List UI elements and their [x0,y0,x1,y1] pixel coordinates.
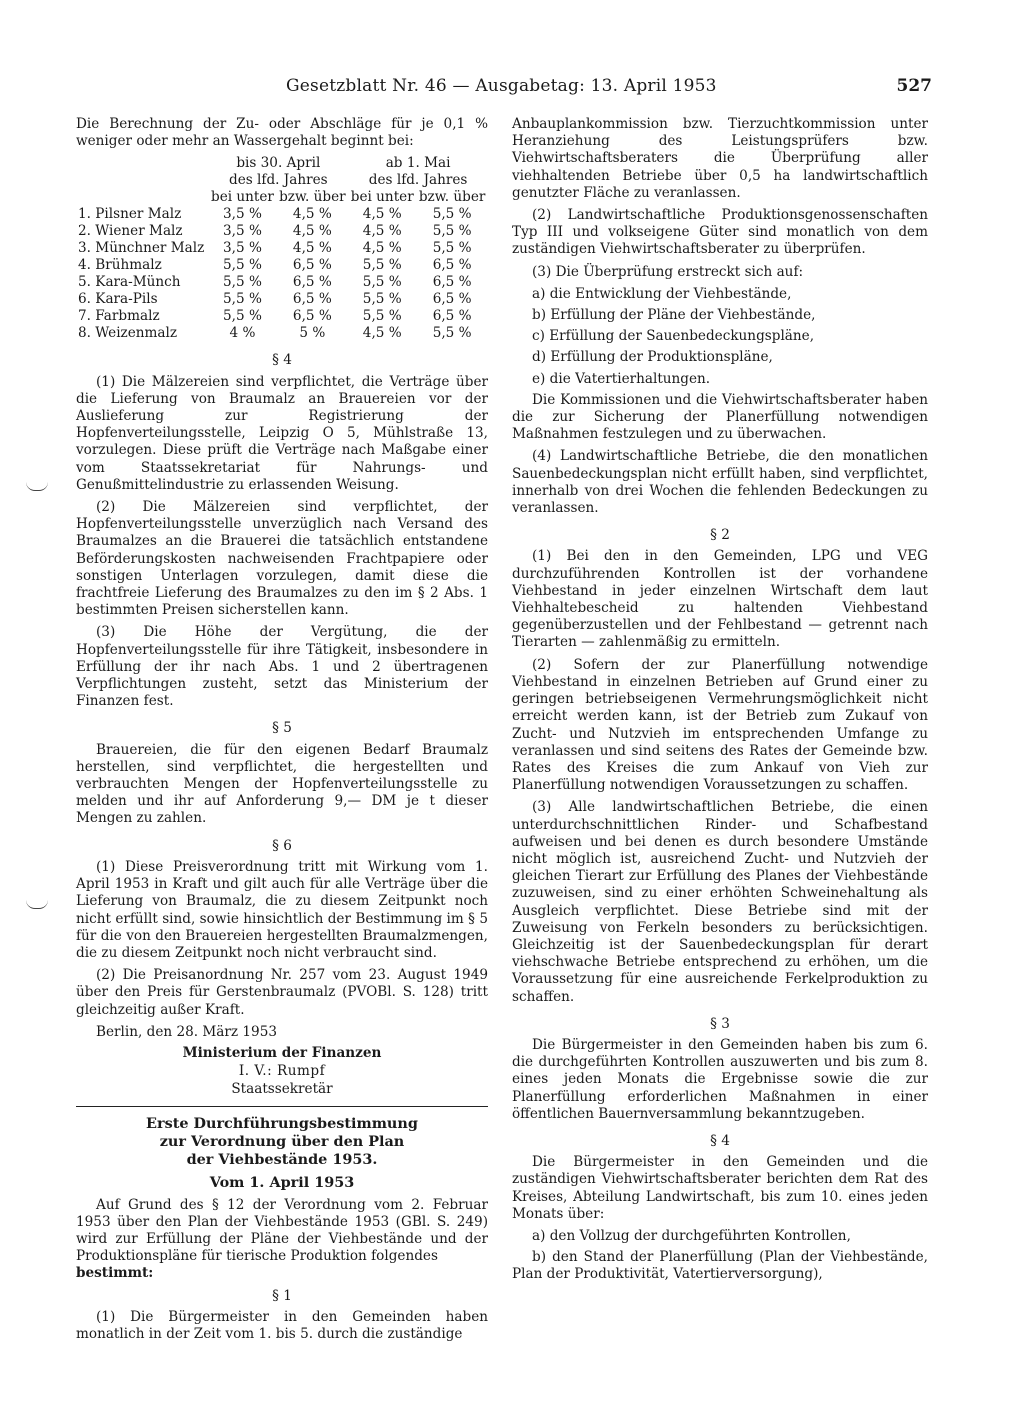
list-item: b) Erfüllung der Pläne der Viehbestände, [532,307,816,324]
list-item: b) den Stand der Planerfüllung (Plan der Viehbestände, Plan der Produktivität, Vatertierversorgung), [512,1249,928,1283]
paragraph: Brauereien, die für den eigenen Bedarf Braumalz herstellen, sind verpflichtet, die hergestellten und verbrauchten Mengen der Hopfenverteilungsstelle zu melden und ihr auf Anforderung 9,— DM je t dieser Mengen zu zahlen. [76,741,488,827]
paragraph: (1) Diese Preisverordnung tritt mit Wirkung vom 1. April 1953 in Kraft und gilt auch für alle Verträge über die Lieferung von Braumalz, die zu diesem Zeitpunkt noch nicht erfüllt sind, sowie hinsichtlich der Bestimmung im § 5 für die von den Brauereien hergestellten Braumalzmengen, die zu diesem Zeitpunkt noch nicht verbraucht sind. [76,858,488,961]
table-cell: 4,5 % [362,325,402,342]
table-cell: 6,5 % [432,291,472,308]
table-group-header: bis 30. April [236,155,321,172]
table-cell: 4,5 % [362,223,402,240]
table-column-header: bzw. über [279,189,346,206]
document-heading: der Viehbestände 1953. [186,1150,378,1168]
preamble-bold: bestimmt: [76,1265,154,1282]
right-column [512,116,928,1288]
table-cell: 4,5 % [292,223,332,240]
table-cell: 5,5 % [223,308,262,325]
table-cell: 5,5 % [432,240,472,257]
margin-mark [26,482,48,491]
table-row [76,308,488,325]
list-item: e) die Vatertierhaltungen. [532,370,711,387]
paragraph: (2) Die Mälzereien sind verpflichtet, der Hopfenverteilungsstelle unverzüglich nach Versand des Braumalzes an die Brauerei die tatsächlich entstandene Beförderungskosten nachweisenden Frachtpapiere oder sonstigen Unterlagen vorzulegen, damit diese die frachtfreie Lieferung des Braumalzes zu den im § 2 Abs. 1 bestimmten Preisen sicherstellen kann. [76,499,488,619]
section-heading: § 4 [272,352,292,369]
section-heading: § 6 [272,837,292,854]
page-header [286,76,946,100]
divider [76,1106,488,1107]
table-cell: 5,5 % [362,308,402,325]
place-date: Berlin, den 28. März 1953 [96,1023,277,1040]
table-row [76,291,488,308]
section-heading: § 3 [710,1015,730,1032]
signature-organization: Ministerium der Finanzen [182,1044,382,1061]
paragraph: (2) Die Preisanordnung Nr. 257 vom 23. August 1949 über den Preis für Gerstenbraumalz (PVOBl. S. 128) tritt gleichzeitig außer Kraft. [76,967,488,1018]
paragraph: (3) Alle landwirtschaftlichen Betriebe, die einen unterdurchschnittlichen Rinder- und Schafbestand aufweisen und bei denen es durch besondere Umstände nicht möglich ist, ausreichend Zucht- und Nutzvieh der gleichen Tierart zur Erfüllung des Planes der Viehbestände zuzuweisen, sind zu einer erhöhten Schweinehaltung als Ausgleich verpflichtet. Diese Betriebe sind mit der Zuweisung von Ferkeln besonders zu berücksichtigen. Gleichzeitig ist der Sauenbedeckungsplan für derart viehschwache Betriebe entsprechend zu erhöhen, um die Voraussetzung für eine ausreichende Ferkelproduktion zu schaffen. [512,799,928,1005]
table-cell: 5,5 % [362,274,402,291]
paragraph: (3) Die Überprüfung erstreckt sich auf: [532,263,804,280]
malt-name: 4. Brühmalz [78,257,162,274]
malt-table [76,155,488,342]
document-heading: zur Verordnung über den Plan [159,1132,405,1150]
paragraph: (1) Bei den in den Gemeinden, LPG und VEG durchzuführenden Kontrollen ist der vorhandene Viehbestand in jeder einzelnen Wirtschaft dem laut Viehhaltebescheid zu haltenden Viehbestand gegenüberzustellen und der Fehlbestand — getrennt nach Tierarten — zahlenmäßig zu ermitteln. [512,548,928,651]
malt-name: 8. Weizenmalz [78,325,178,342]
signature-title: Staatssekretär [231,1081,333,1098]
paragraph: Anbauplankommission bzw. Tierzuchtkommission unter Heranziehung des Leistungsprüfers bzw. Viehwirtschaftsberaters die Überprüfung aller viehhaltenden Betriebe über 0,5 ha landwirtschaftlich genutzter Fläche zu veranlassen. [512,116,928,201]
table-row [76,274,488,291]
page-number: 527 [896,76,932,96]
malt-name: 1. Pilsner Malz [78,206,182,223]
malt-name: 6. Kara-Pils [78,291,158,308]
table-cell: 6,5 % [432,308,472,325]
table-cell: 3,5 % [223,223,262,240]
list-item: a) die Entwicklung der Viehbestände, [532,285,792,302]
table-cell: 4,5 % [362,240,402,257]
table-cell: 5,5 % [432,206,472,223]
section-heading: § 5 [272,720,292,737]
malt-name: 7. Farbmalz [78,308,160,325]
table-cell: 3,5 % [223,206,262,223]
table-cell: 5 % [299,325,326,342]
paragraph: (1) Die Mälzereien sind verpflichtet, die Verträge über die Lieferung von Braumalz an Brauereien vor der Auslieferung zur Registrierung der Hopfenverteilungsstelle, Leipzig O 5, Mühlstraße 13, vorzulegen. Diese prüft die Verträge nach Maßgabe einer vom Staatssekretariat für Nahrungs- und Genußmittelindustrie zu erlassenden Weisung. [76,373,488,493]
paragraph: Die Bürgermeister in den Gemeinden haben bis zum 6. die durchgeführten Kontrollen auszuwerten und bis zum 8. eines jeden Monats die Ergebnisse sowie die zur Planerfüllung erforderlichen Maßnahmen in einer öffentlichen Bauernversammlung bekanntzugeben. [512,1036,928,1122]
table-cell: 4,5 % [292,240,332,257]
document-date: Vom 1. April 1953 [209,1173,355,1191]
table-cell: 5,5 % [223,291,262,308]
table-group-subheader: des lfd. Jahres [368,172,468,189]
intro-paragraph: Die Berechnung der Zu- oder Abschläge für je 0,1 % weniger oder mehr an Wassergehalt beginnt bei: [76,116,488,150]
table-cell: 6,5 % [292,274,332,291]
table-column-header: bei unter [350,189,414,206]
preamble: Auf Grund des § 12 der Verordnung vom 2. Februar 1953 über den Plan der Viehbestände 1953 (GBl. S. 249) wird zur Erfüllung der Pläne der Viehbestände und der Produktionspläne für tierische Produktion folgendes [76,1196,488,1265]
paragraph: Die Kommissionen und die Viehwirtschaftsberater haben die zur Sicherung der Planerfüllung notwendigen Maßnahmen festzulegen und zu überwachen. [512,391,928,443]
table-cell: 4 % [229,325,256,342]
gazette-title: Gesetzblatt Nr. 46 — Ausgabetag: 13. April 1953 [286,76,717,96]
paragraph: (3) Die Höhe der Vergütung, die der Hopfenverteilungsstelle für ihre Tätigkeit, insbesondere in Erfüllung der ihr nach Abs. 1 und 2 übertragenen Verpflichtungen zusteht, setzt das Ministerium der Finanzen fest. [76,624,488,710]
table-row [76,206,488,223]
paragraph: (2) Landwirtschaftliche Produktionsgenossenschaften Typ III und volkseigene Güter sind monatlich von dem zuständigen Viehwirtschaftsberater zu überprüfen. [512,207,928,258]
table-column-header: bzw. über [418,189,486,206]
table-group-header: ab 1. Mai [385,155,451,172]
table-cell: 6,5 % [432,257,472,274]
left-column [76,116,488,1348]
table-cell: 5,5 % [432,325,472,342]
malt-name: 5. Kara-Münch [78,274,181,291]
table-cell: 5,5 % [362,291,402,308]
paragraph: Die Bürgermeister in den Gemeinden und die zuständigen Viehwirtschaftsberater berichten dem Rat des Kreises, Abteilung Landwirtschaft, bis zum 10. eines jeden Monats über: [512,1154,928,1222]
table-cell: 5,5 % [223,274,262,291]
table-cell: 5,5 % [362,257,402,274]
table-cell: 5,5 % [223,257,262,274]
section-heading: § 1 [272,1287,292,1304]
table-cell: 6,5 % [292,291,332,308]
table-group-subheader: des lfd. Jahres [229,172,328,189]
table-cell: 4,5 % [362,206,402,223]
table-cell: 4,5 % [292,206,332,223]
table-cell: 6,5 % [432,274,472,291]
table-column-header: bei unter [211,189,274,206]
document-heading: Erste Durchführungsbestimmung [146,1114,418,1132]
malt-name: 3. Münchner Malz [78,240,205,257]
table-cell: 6,5 % [292,308,332,325]
signature-name: I. V.: Rumpf [238,1063,326,1080]
margin-mark [26,900,48,909]
malt-name: 2. Wiener Malz [78,223,183,240]
table-row [76,325,488,342]
table-row [76,257,488,274]
paragraph: (2) Sofern der zur Planerfüllung notwendige Viehbestand in einzelnen Betrieben auf Grund einer zu geringen betriebseigenen Vermehrungsmöglichkeit nicht erreicht werden kann, ist der Betrieb zum Zukauf von Zucht- und Nutzvieh im entsprechenden Umfange zu veranlassen und sind seitens des Rates der Gemeinde bzw. Rates des Kreises die zum Ankauf von Vieh zur Planerfüllung notwendigen Voraussetzungen zu schaffen. [512,656,928,794]
section-heading: § 4 [710,1132,730,1149]
list-item: a) den Vollzug der durchgeführten Kontrollen, [532,1227,851,1244]
list-item: c) Erfüllung der Sauenbedeckungspläne, [532,328,815,345]
list-item: d) Erfüllung der Produktionspläne, [532,349,773,366]
table-cell: 6,5 % [292,257,332,274]
paragraph: (1) Die Bürgermeister in den Gemeinden haben monatlich in der Zeit vom 1. bis 5. durch die zuständige [76,1308,488,1342]
table-row [76,223,488,240]
paragraph: (4) Landwirtschaftliche Betriebe, die den monatlichen Sauenbedeckungsplan nicht erfüllt haben, sind verpflichtet, innerhalb von drei Wochen die fehlenden Bedeckungen zu veranlassen. [512,448,928,517]
table-row [76,240,488,257]
table-cell: 3,5 % [223,240,262,257]
section-heading: § 2 [710,527,730,544]
table-cell: 5,5 % [432,223,472,240]
